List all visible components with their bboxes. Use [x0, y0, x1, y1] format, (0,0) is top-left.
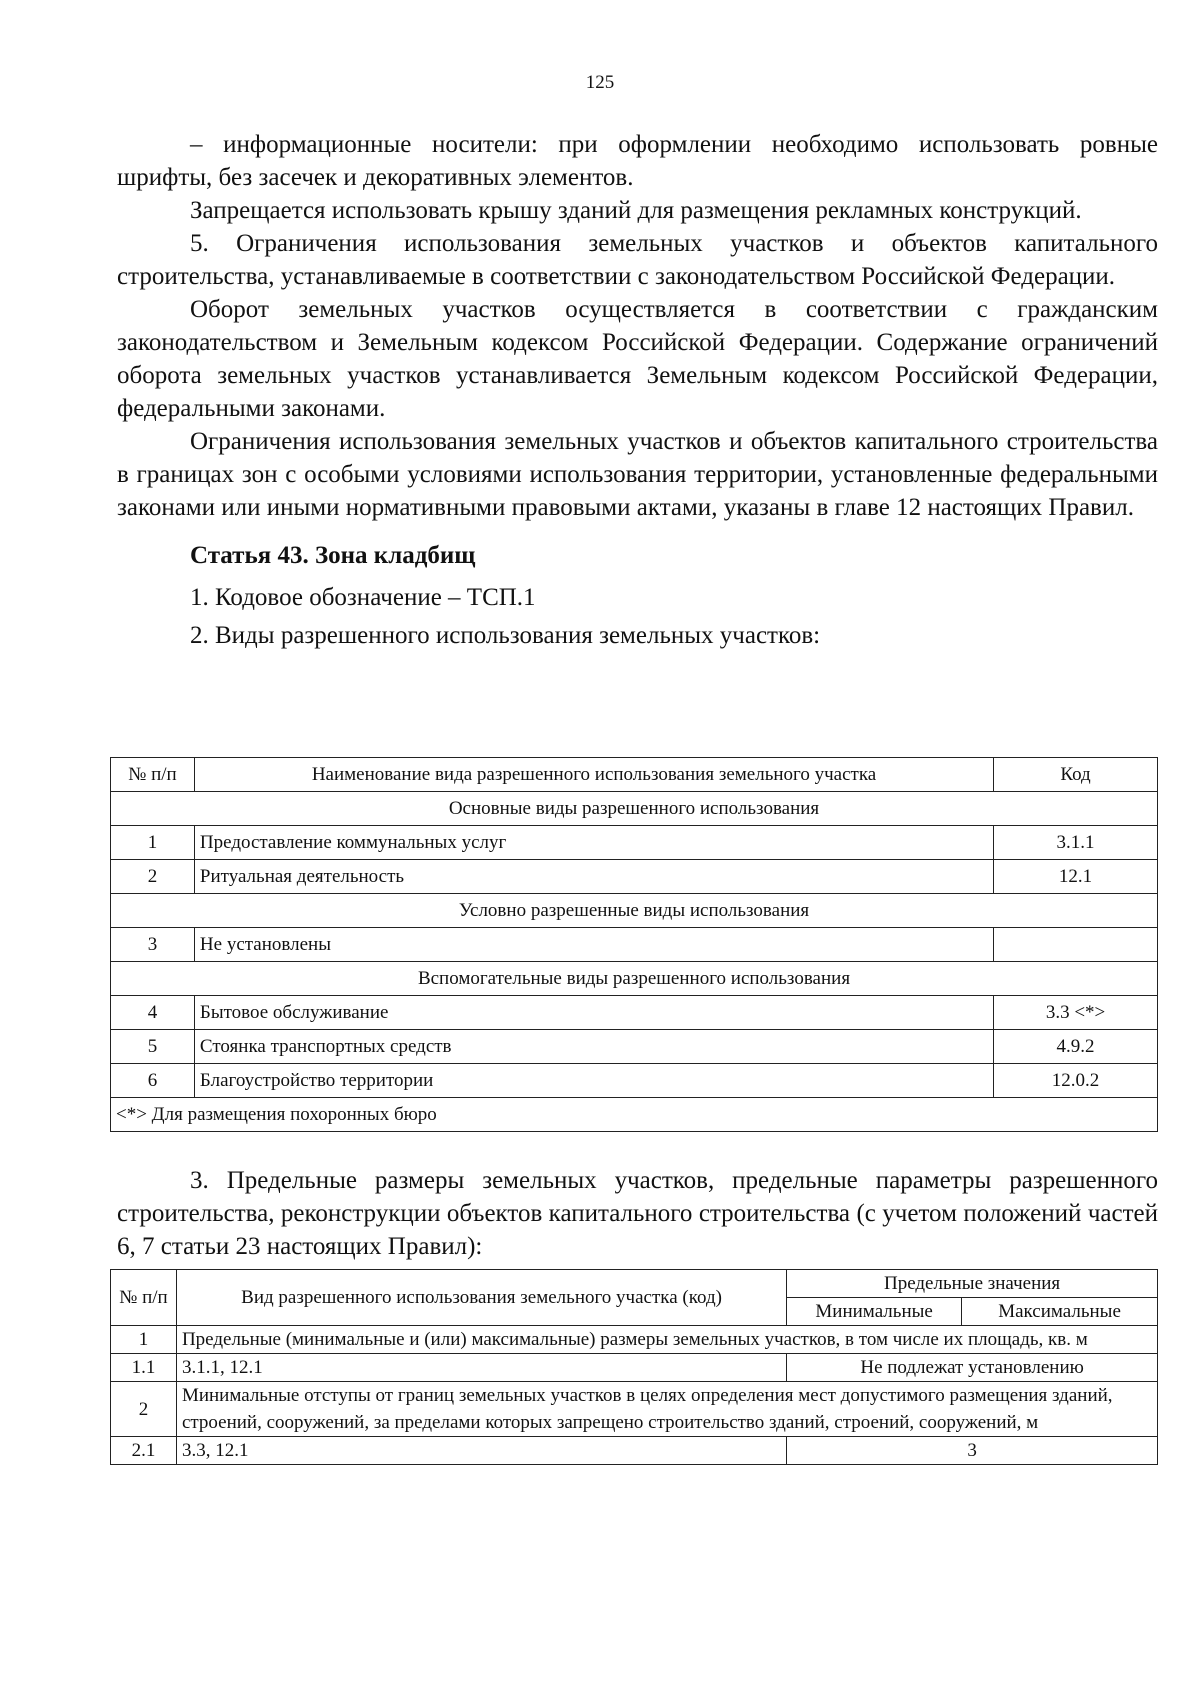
row-number: 1.1 — [111, 1354, 177, 1382]
paragraph: Ограничения использования земельных участков и объектов капитального строительства в границах зон с особыми условиями использования территории, установленные федеральными законами или иными нормативными правовыми актами, указаны в главе 12 настоящих Правил. — [117, 428, 1158, 521]
paragraph: Запрещается использовать крышу зданий для размещения рекламных конструкций. — [190, 197, 1082, 224]
table-row — [111, 928, 1158, 962]
row-number: 3 — [111, 928, 195, 962]
row-code — [994, 928, 1158, 962]
row-number: 2 — [111, 1382, 177, 1437]
row-number: 1 — [111, 1326, 177, 1354]
article-heading: Статья 43. Зона кладбищ — [190, 542, 476, 569]
header-cell: Код — [994, 758, 1158, 792]
table-header-row — [111, 1270, 1158, 1298]
row-name: Ритуальная деятельность — [194, 860, 993, 894]
table-header-row — [111, 758, 1158, 792]
row-code: 12.0.2 — [994, 1064, 1158, 1098]
table-row — [111, 1354, 1158, 1382]
row-name: Предоставление коммунальных услуг — [194, 826, 993, 860]
page-number: 125 — [585, 72, 615, 93]
row-number: 2.1 — [111, 1437, 177, 1465]
table-footnote: <*> Для размещения похоронных бюро — [111, 1098, 1158, 1132]
row-value: Не подлежат установлению — [787, 1354, 1158, 1382]
row-name: Не установлены — [194, 928, 993, 962]
document-body — [117, 128, 1158, 652]
table-row — [111, 996, 1158, 1030]
row-text: Предельные (минимальные и (или) максимальные) размеры земельных участков, в том числе их площадь, кв. м — [176, 1326, 1157, 1354]
row-code: 12.1 — [994, 860, 1158, 894]
paragraph: 5. Ограничения использования земельных участков и объектов капитального строительства, устанавливаемые в соответствии с законодательством Российской Федерации. — [117, 230, 1158, 290]
section-title: Условно разрешенные виды использования — [111, 894, 1158, 928]
row-code: 3.1.1 — [994, 826, 1158, 860]
list-item: 2. Виды разрешенного использования земельных участков: — [190, 622, 821, 649]
footnote-row — [111, 1098, 1158, 1132]
table-row — [111, 826, 1158, 860]
row-code: 4.9.2 — [994, 1030, 1158, 1064]
row-code: 3.3, 12.1 — [176, 1437, 786, 1465]
section-title: Вспомогательные виды разрешенного использования — [111, 962, 1158, 996]
row-text: Минимальные отступы от границ земельных участков в целях определения мест допустимого размещения зданий, строений, сооружений, за пределами которых запрещено строительство зданий, строений, сооружений, м — [176, 1382, 1157, 1437]
row-number: 6 — [111, 1064, 195, 1098]
table-row — [111, 1326, 1158, 1354]
table-row — [111, 1064, 1158, 1098]
row-value: 3 — [787, 1437, 1158, 1465]
table-row — [111, 860, 1158, 894]
header-cell: Вид разрешенного использования земельного участка (код) — [176, 1270, 786, 1326]
row-name: Стоянка транспортных средств — [194, 1030, 993, 1064]
header-cell: Минимальные — [787, 1298, 962, 1326]
row-code: 3.1.1, 12.1 — [176, 1354, 786, 1382]
table-row — [111, 1030, 1158, 1064]
limits-table — [110, 1269, 1158, 1465]
row-number: 2 — [111, 860, 195, 894]
table-row — [111, 1382, 1158, 1437]
row-number: 5 — [111, 1030, 195, 1064]
paragraph-3: 3. Предельные размеры земельных участков, предельные параметры разрешенного строительства, реконструкции объектов капитального строительства (с учетом положений частей 6, 7 статьи 23 настоящих Правил): — [117, 1167, 1158, 1260]
section-row — [111, 962, 1158, 996]
section-row — [111, 792, 1158, 826]
row-number: 1 — [111, 826, 195, 860]
section-row — [111, 894, 1158, 928]
paragraph: Оборот земельных участков осуществляется в соответствии с гражданским законодательством и Земельным кодексом Российской Федерации. Содержание ограничений оборота земельных участков устанавливается Земельным кодексом Российской Федерации, федеральными законами. — [117, 296, 1158, 422]
row-code: 3.3 <*> — [994, 996, 1158, 1030]
row-name: Бытовое обслуживание — [194, 996, 993, 1030]
header-cell: № п/п — [111, 758, 195, 792]
header-cell: Предельные значения — [787, 1270, 1158, 1298]
row-number: 4 — [111, 996, 195, 1030]
table-row — [111, 1437, 1158, 1465]
header-cell: № п/п — [111, 1270, 177, 1326]
section-title: Основные виды разрешенного использования — [111, 792, 1158, 826]
paragraph: – информационные носители: при оформлении необходимо использовать ровные шрифты, без засечек и декоративных элементов. — [117, 131, 1158, 191]
header-cell: Наименование вида разрешенного использования земельного участка — [194, 758, 993, 792]
permitted-use-table — [110, 757, 1158, 1132]
header-cell: Максимальные — [962, 1298, 1158, 1326]
list-item: 1. Кодовое обозначение – ТСП.1 — [190, 584, 536, 611]
row-name: Благоустройство территории — [194, 1064, 993, 1098]
